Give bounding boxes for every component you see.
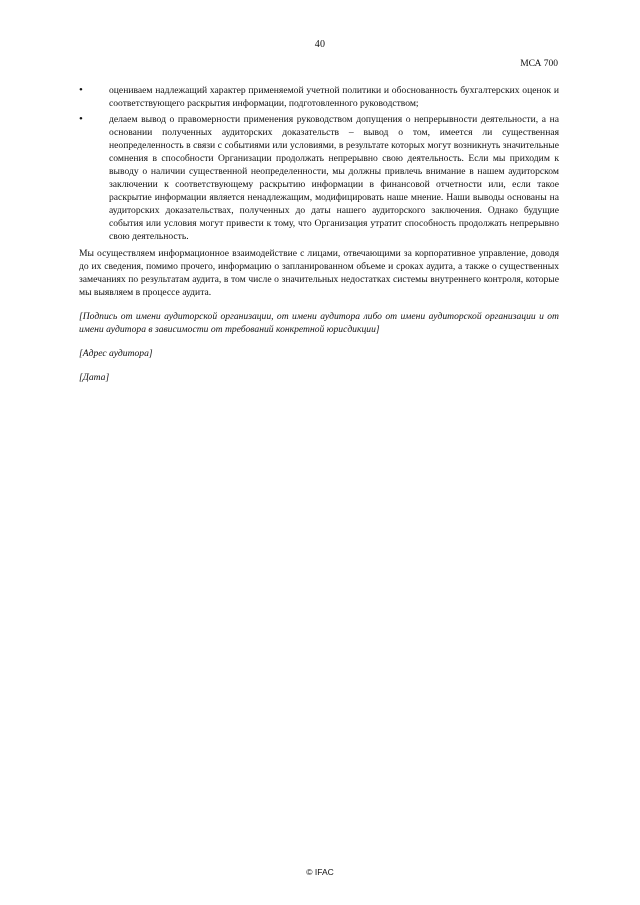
list-item-text: оцениваем надлежащий характер применяемой учетной политики и обоснованность бухгалтерских оценок и соответствующего раскрытия информации, подготовленного руководством;	[109, 85, 559, 109]
date-placeholder: [Дата]	[79, 372, 110, 383]
bullet-icon: •	[79, 84, 83, 96]
address-placeholder: [Адрес аудитора]	[79, 348, 153, 359]
body-paragraph: Мы осуществляем информационное взаимодействие с лицами, отвечающими за корпоративное управление, доводя до их сведения, помимо прочего, информацию о запланированном объеме и сроках аудита, а также о существенных замечаниях по результатам аудита, в том числе о значительных недостатках системы внутреннего контроля, которые мы выявляем в процессе аудита.	[79, 248, 559, 298]
signature-placeholder: [Подпись от имени аудиторской организации, от имени аудитора либо от имени аудиторской организации и от имени аудитора в зависимости от требований конкретной юрисдикции]	[79, 311, 559, 335]
list-item	[79, 84, 559, 110]
page-number: 40	[314, 39, 326, 50]
document-body	[79, 84, 559, 384]
list-item-text: делаем вывод о правомерности применения руководством допущения о непрерывности деятельности, а на основании полученных аудиторских доказательств – вывод о том, имеется ли существенная неопределенность в связи с событиями или условиями, в результате которых могут возникнуть значительные сомнения в способности Организации продолжать непрерывно свою деятельность. Если мы приходим к выводу о наличии существенной неопределенности, мы должны привлечь внимание в нашем аудиторском заключении к соответствующему раскрытию информации в финансовой отчетности или, если такое раскрытие информации является ненадлежащим, модифицировать наше мнение. Наши выводы основаны на аудиторских доказательствах, полученных до даты нашего аудиторского заключения. Однако будущие события или условия могут привести к тому, что Организация утратит способность продолжать непрерывно свою деятельность.	[109, 114, 559, 242]
document-code: МСА 700	[520, 59, 558, 69]
bullet-icon: •	[79, 113, 83, 125]
copyright-footer: © IFAC	[306, 867, 334, 877]
list-item	[79, 113, 559, 243]
bullet-list	[79, 84, 559, 243]
